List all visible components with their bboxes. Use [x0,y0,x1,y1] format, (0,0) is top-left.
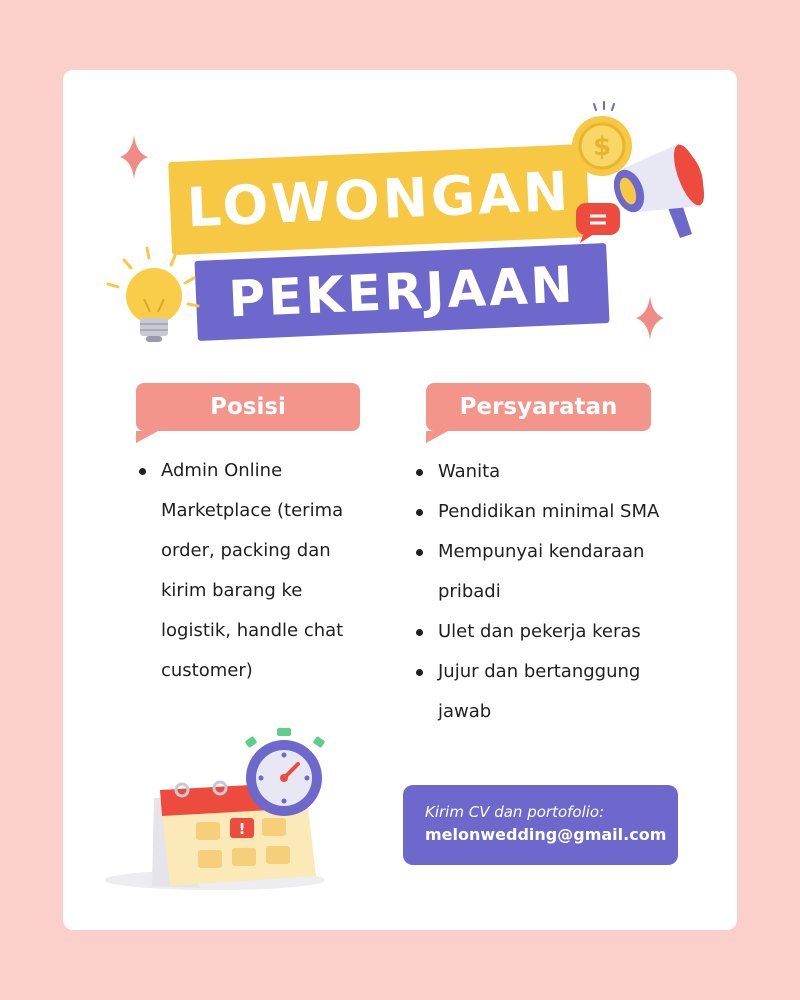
list-item: Jujur dan bertanggung jawab [414,652,684,732]
list-item: Wanita [414,452,684,492]
posisi-heading-label: Posisi [210,394,286,420]
stopwatch-icon [238,726,336,822]
title-line2: PEKERJAAN [227,255,577,329]
list-item: Admin Online Marketplace (terima order, packing dan kirim barang ke logistik, handle chat customer) [137,451,377,691]
sparkle-icon [636,296,664,340]
list-item: Mempunyai kendaraan pribadi [414,532,684,612]
svg-text:!: ! [238,820,246,838]
contact-label: Kirim CV dan portofolio: [425,803,605,821]
persyaratan-heading-label: Persyaratan [459,394,618,420]
megaphone-icon [608,136,720,248]
persyaratan-heading [426,383,651,431]
posisi-list [137,451,377,691]
title-line1: LOWONGAN [185,159,573,240]
posisi-heading [136,383,360,431]
contact-box [403,785,678,865]
contact-email[interactable]: melonwedding@gmail.com [425,825,667,844]
persyaratan-list [414,452,684,732]
sparkle-icon [120,135,148,179]
title-banner-line1 [168,144,590,255]
list-item: Ulet dan pekerja keras [414,612,684,652]
list-item: Pendidikan minimal SMA [414,492,684,532]
svg-text:$: $ [592,132,612,162]
lightbulb-icon [102,244,212,354]
